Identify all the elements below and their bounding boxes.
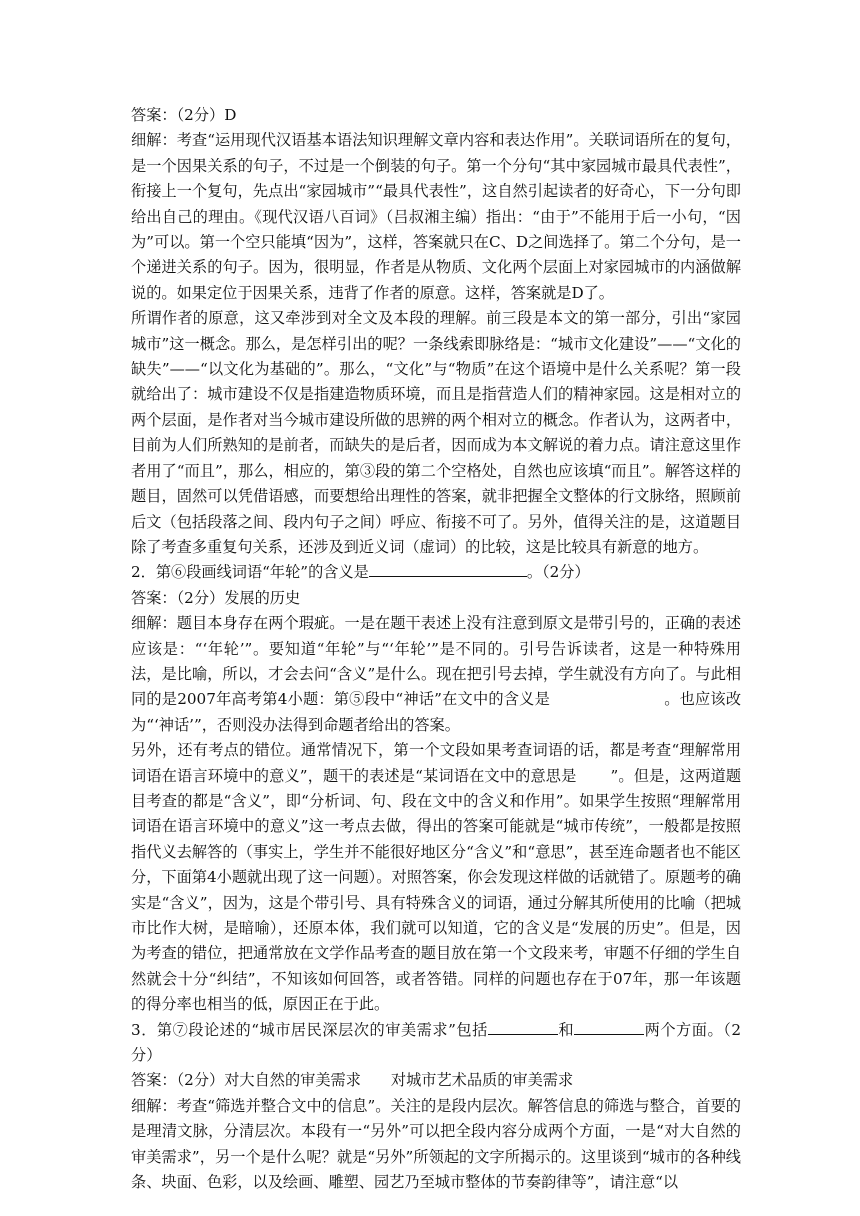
- explanation-3: [131, 611, 741, 738]
- question-2-text: 2．第⑥段画线词语“年轮”的含义是: [131, 563, 369, 582]
- explanation-4-tail: ”。但是，这两道题目考查的都是“含义”，即“分析词、句、段在文中的含义和作用”。如果学生按照“理解常用词语在语言环境中的意义”这一考点去做，得出的答案可能就是“城市传统”，一般都是按照指代义去解答的（事实上，学生并不能很好地区分“含义”和“意思”，甚至连命题者也不能区分，下面第4小题就出现了这一问题）。对照答案，你会发现这样做的话就错了。原题考的确实是“含义”，因为，这是个带引号、具有特殊含义的词语，通过分解其所使用的比喻（把城市比作大树，是暗喻），还原本体，我们就可以知道，它的含义是“发展的历史”。但是，因为考查的错位，把通常放在文学作品考查的题目放在第一个文段来考，审题不仔细的学生自然就会十分“纠结”，不知该如何回答，或者答错。同样的问题也存在于07年，那一年该题的得分率也相当的低，原因正在于此。: [131, 766, 742, 1014]
- document-page: [131, 103, 741, 1195]
- answer-3: [131, 1068, 741, 1093]
- explanation-5: 细解：考查“筛选并整合文中的信息”。关注的是段内层次。解答信息的筛选与整合，首要的是理清文脉，分清层次。本段有一“另外”可以把全段内容分成两个方面，一是“对大自然的审美需求”，另一个是什么呢？就是“另外”所领起的文字所揭示的。这里谈到“城市的各种线条、块面、色彩，以及绘画、雕塑、园艺乃至城市整体的节奏韵律等”，请注意“以: [131, 1096, 741, 1192]
- question-3-and: 和: [557, 1020, 575, 1039]
- answer-1: 答案：（2分）D: [131, 106, 237, 124]
- question-2-score: 。（2分）: [526, 563, 590, 582]
- answer-blank: [369, 560, 527, 577]
- question-3-score: 两个方面。（2分）: [131, 1020, 741, 1065]
- answer-2: 答案：（2分）发展的历史: [131, 588, 301, 607]
- explanation-4-text: 另外，还有考点的错位。通常情况下，第一个文段如果考查词语的话，都是考查“理解常用词语在语言环境中的意义”，题干的表述是“某词语在文中的意思是: [131, 741, 741, 785]
- question-3: [131, 1018, 741, 1069]
- explanation-3-tail: 。也应该改为“‘神话’”，否则没办法得到命题者给出的答案。: [131, 690, 742, 734]
- answer-blank: [488, 1018, 558, 1035]
- explanation-3-text: 细解：题目本身存在两个瑕疵。一是在题干表述上没有注意到原文是带引号的，正确的表述应该是：“‘年轮’”。要知道“年轮”与“‘年轮’”是不同的。引号告诉读者，这是一种特殊用法，是比喻，所以，才会去问“含义”是什么。现在把引号去掉，学生就没有方向了。与此相同的是2007年高考第4小题：第⑤段中“神话”在文中的含义是: [131, 614, 741, 709]
- explanation-4: [131, 738, 741, 1017]
- answer-blank: [574, 1018, 644, 1035]
- answer-3-part-2: 对城市艺术品质的审美需求: [390, 1071, 574, 1090]
- answer-3-part-1: 答案：（2分）对大自然的审美需求: [131, 1071, 361, 1090]
- question-3-text: 3．第⑦段论述的“城市居民深层次的审美需求”包括: [131, 1020, 488, 1039]
- question-2: [131, 560, 741, 585]
- explanation-1: 细解：考查“运用现代汉语基本语法知识理解文章内容和表达作用”。关联词语所在的复句，是一个因果关系的句子，不过是一个倒装的句子。第一个分句“其中家园城市最具代表性”，衔接上一个复句，先点出“家园城市”“最具代表性”，这自然引起读者的好奇心，下一分句即给出自己的理由。《现代汉语八百词》（吕叔湘主编）指出：“由于”不能用于后一小句，“因为”可以。第一个空只能填“因为”，这样，答案就只在C、D之间选择了。第二个分句，是一个递进关系的句子。因为，很明显，作者是从物质、文化两个层面上对家园城市的内涵做解说的。如果定位于因果关系，违背了作者的原意。这样，答案就是D了。: [131, 131, 741, 302]
- explanation-2: 所谓作者的原意，这又牵涉到对全文及本段的理解。前三段是本文的第一部分，引出“家园城市”这一概念。那么，是怎样引出的呢？一条线索即脉络是：“城市文化建设”——“文化的缺失”——“以文化为基础的”。那么，“文化”与“物质”在这个语境中是什么关系呢？第一段就给出了：城市建设不仅是指建造物质环境，而且是指营造人们的精神家园。这是相对立的两个层面，是作者对当今城市建设所做的思辨的两个相对立的概念。作者认为，这两者中，目前为人们所熟知的是前者，而缺失的是后者，因而成为本文解说的着力点。请注意这里作者用了“而且”，那么，相应的，第③段的第二个空格处，自然也应该填“而且”。解答这样的题目，固然可以凭借语感，而要想给出理性的答案，就非把握全文整体的行文脉络，照顾前后文（包括段落之间、段内句子之间）呼应、衔接不可了。另外，值得关注的是，这道题目除了考查多重复句关系，还涉及到近义词（虚词）的比较，这是比较具有新意的地方。: [131, 309, 741, 556]
